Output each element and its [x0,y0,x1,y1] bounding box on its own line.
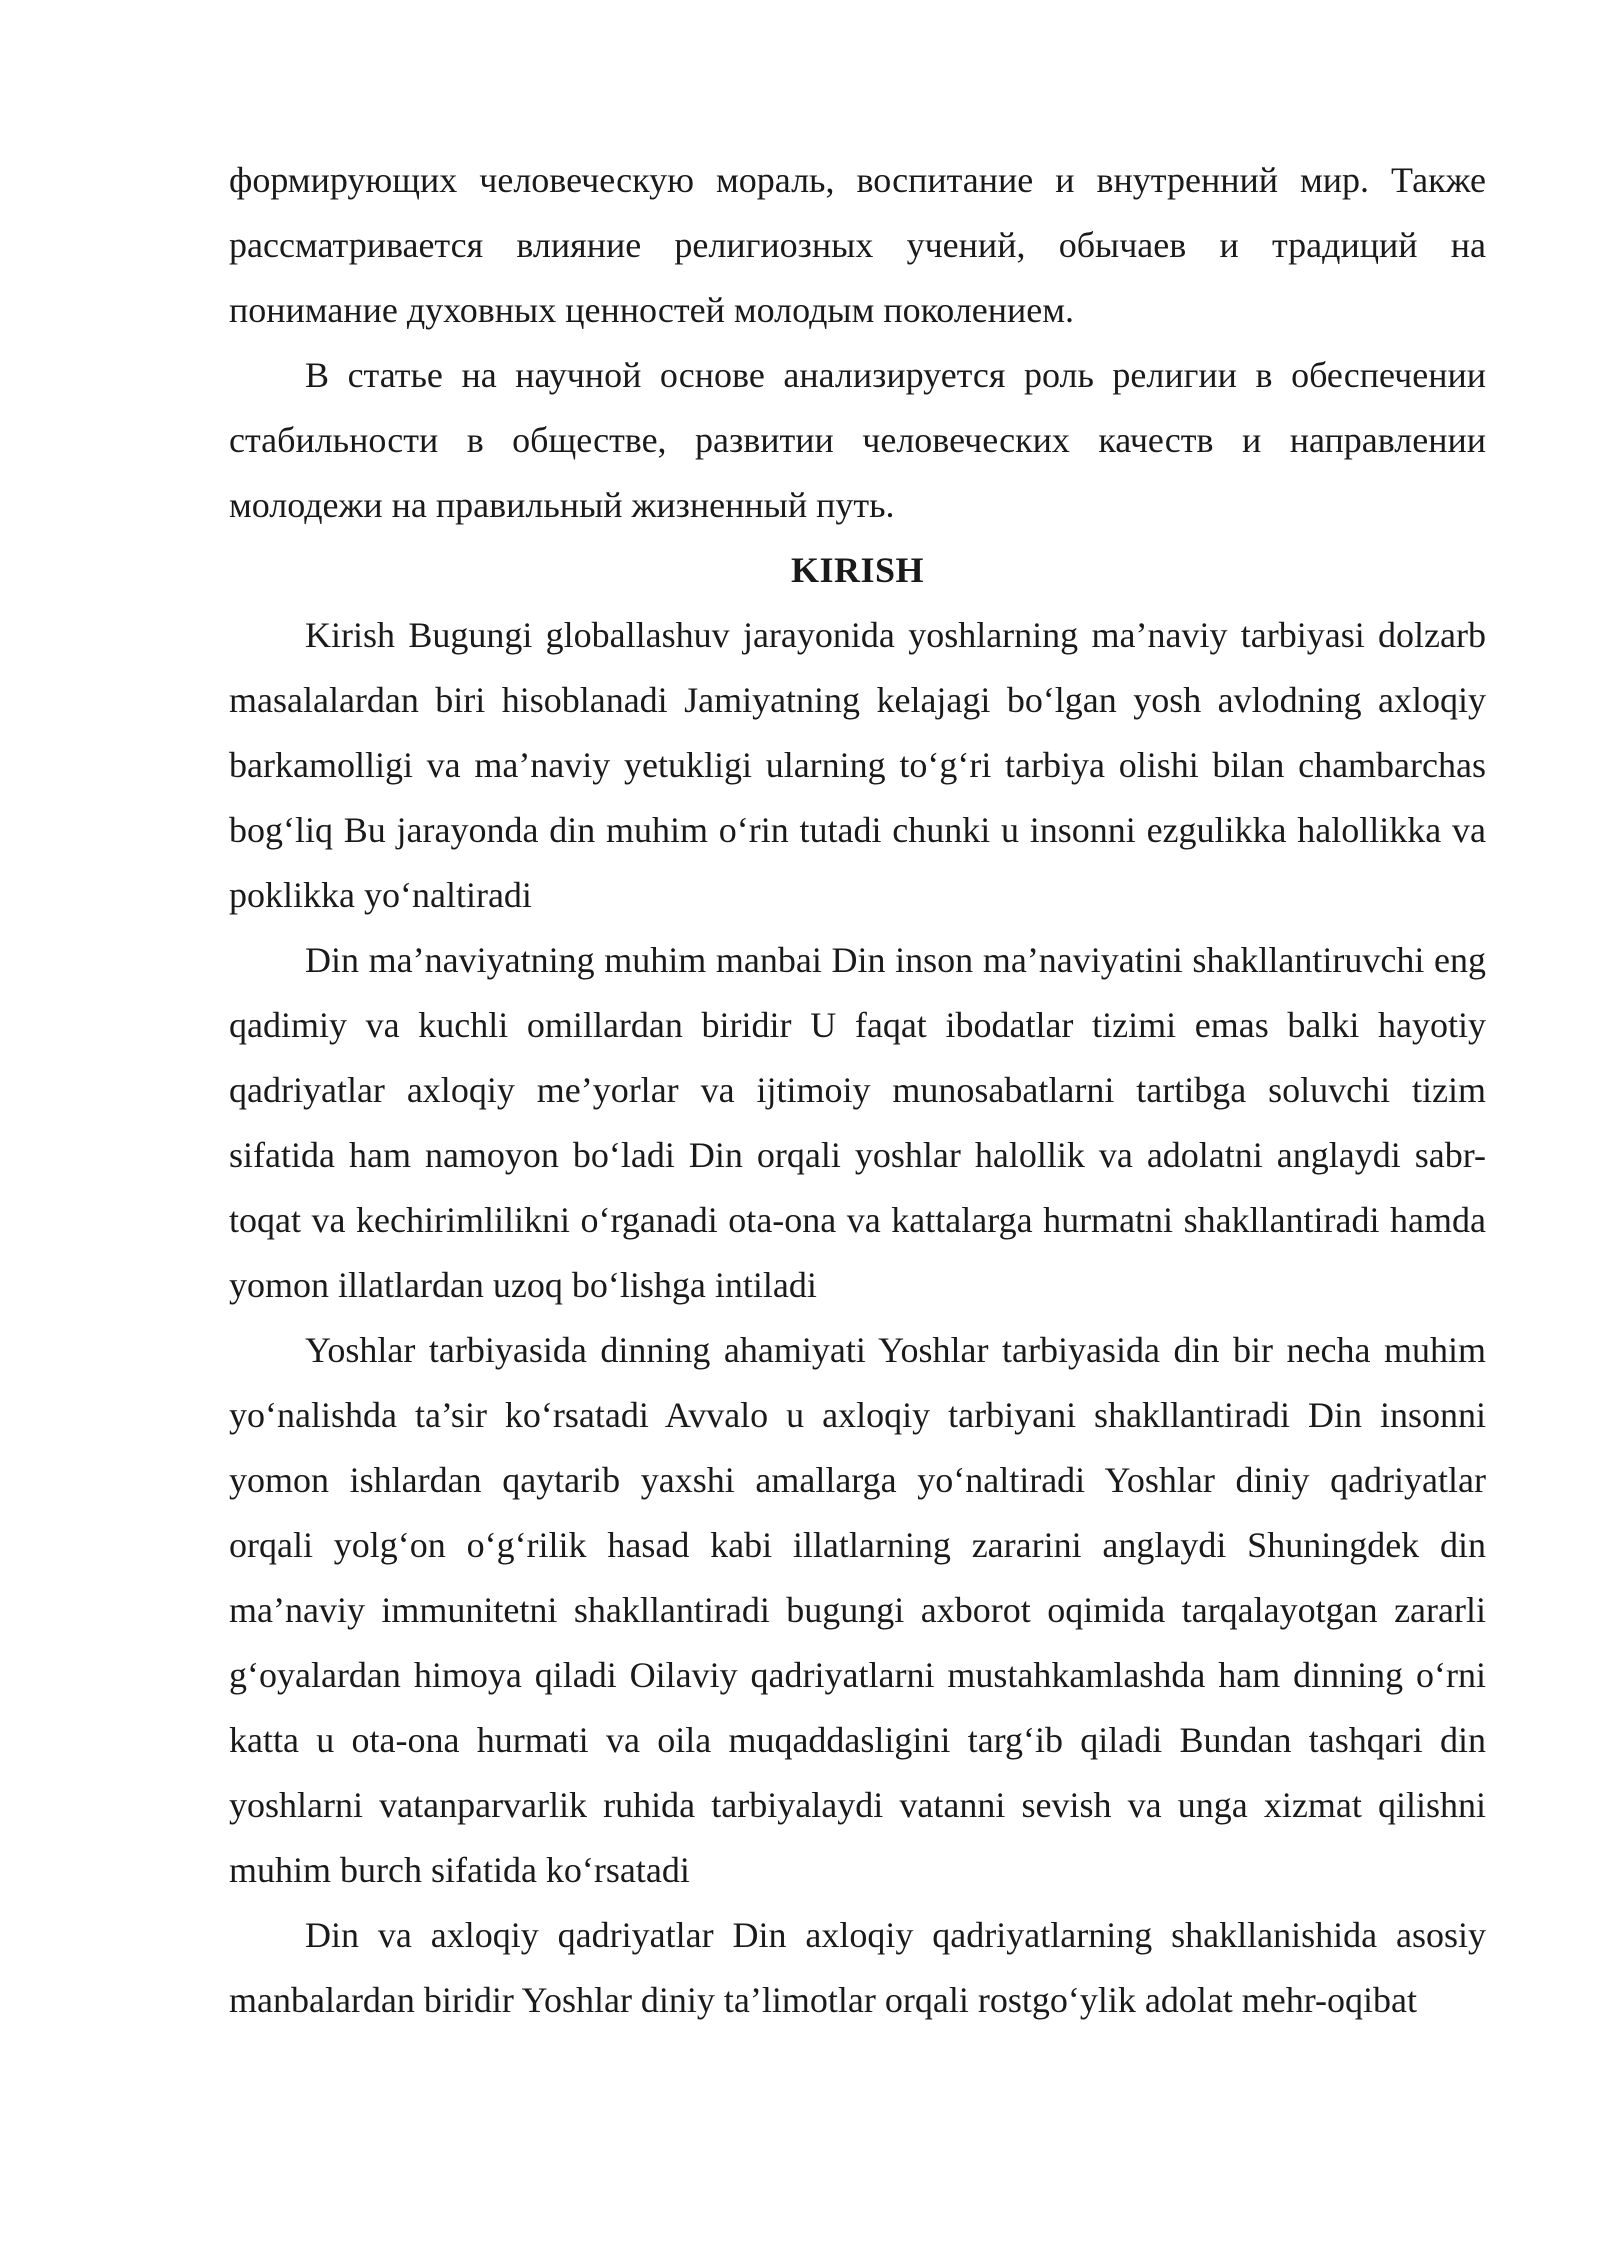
paragraph-introduction: Kirish Bugungi globallashuv jarayonida yoshlarning ma’naviy tarbiyasi dolzarb masalalardan biri hisoblanadi Jamiyatning kelajagi bo‘lgan yosh avlodning axloqiy barkamolligi va ma’naviy yetukligi ularning to‘g‘ri tarbiya olishi bilan chambarchas bog‘liq Bu jarayonda din muhim o‘rin tutadi chunki u insonni ezgulikka halollikka va poklikka yo‘naltiradi [229,615,1486,915]
document-page [229,148,1486,2033]
paragraph-article-summary: В статье на научной основе анализируется роль религии в обеспечении стабильности в обществе, развитии человеческих качеств и направлении молодежи на правильный жизненный путь. [229,355,1486,525]
paragraph-moral-values: Din va axloqiy qadriyatlar Din axloqiy qadriyatlarning shakllanishida asosiy manbalardan biridir Yoshlar diniy ta’limotlar orqali rostgo‘ylik adolat mehr-oqibat [229,1915,1486,2020]
section-heading: KIRISH [790,550,925,590]
paragraph-youth-upbringing: Yoshlar tarbiyasida dinning ahamiyati Yoshlar tarbiyasida din bir necha muhim yo‘nalishda ta’sir ko‘rsatadi Avvalo u axloqiy tarbiyani shakllantiradi Din insonni yomon ishlardan qaytarib yaxshi amallarga yo‘naltiradi Yoshlar diniy qadriyatlar orqali yolg‘on o‘g‘rilik hasad kabi illatlarning zararini anglaydi Shuningdek din ma’naviy immunitetni shakllantiradi bugungi axborot oqimida tarqalayotgan zararli g‘oyalardan himoya qiladi Oilaviy qadriyatlarni mustahkamlashda ham dinning o‘rni katta u ota-ona hurmati va oila muqaddasligini targ‘ib qiladi Bundan tashqari din yoshlarni vatanparvarlik ruhida tarbiyalaydi vatanni sevish va unga xizmat qilishni muhim burch sifatida ko‘rsatadi [229,1330,1486,1890]
paragraph-continuation: формирующих человеческую мораль, воспитание и внутренний мир. Также рассматривается влияние религиозных учений, обычаев и традиций на понимание духовных ценностей молодым поколением. [229,160,1486,330]
paragraph-religion-source: Din ma’naviyatning muhim manbai Din inson ma’naviyatini shakllantiruvchi eng qadimiy va kuchli omillardan biridir U faqat ibodatlar tizimi emas balki hayotiy qadriyatlar axloqiy me’yorlar va ijtimoiy munosabatlarni tartibga soluvchi tizim sifatida ham namoyon bo‘ladi Din orqali yoshlar halollik va adolatni anglaydi sabr-toqat va kechirimlilikni o‘rganadi ota-ona va kattalarga hurmatni shakllantiradi hamda yomon illatlardan uzoq bo‘lishga intiladi [229,940,1486,1305]
